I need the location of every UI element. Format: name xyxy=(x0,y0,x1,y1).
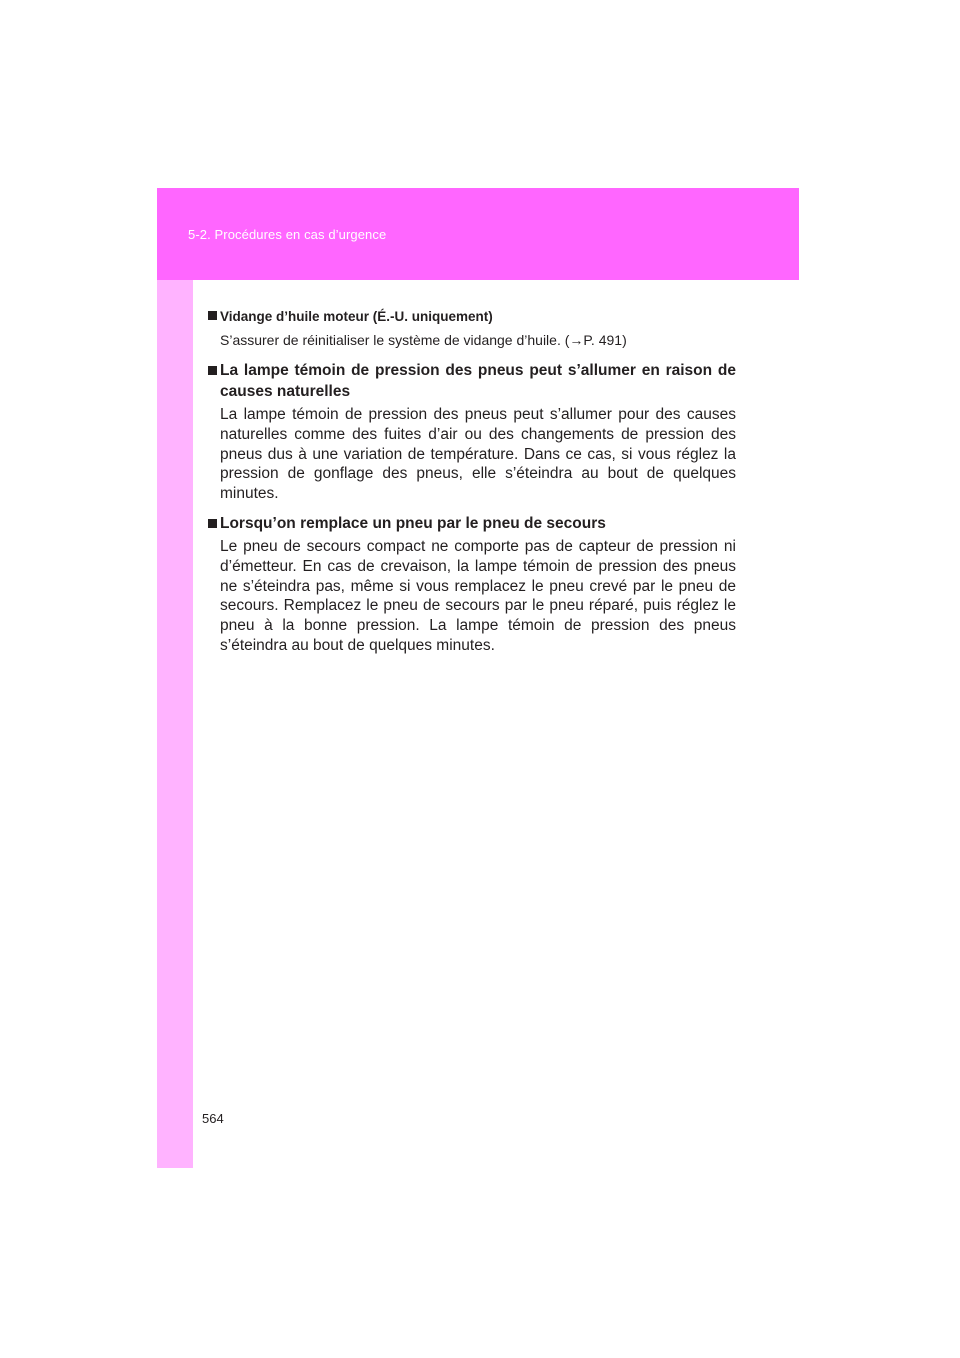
section-title-text: Lorsqu’on remplace un pneu par le pneu de secours xyxy=(220,514,606,532)
section-title xyxy=(208,360,736,402)
section-body: Le pneu de secours compact ne comporte pas de capteur de pression ni d’émetteur. En cas de crevaison, la lampe témoin de pression des pneus ne s’éteindra pas, même si vous remplacez le pneu crevé par le pneu de secours. Remplacez le pneu de secours par le pneu réparé, puis réglez le pneu à la bonne pression. La lampe témoin de pression des pneus s’éteindra au bout de quelques minutes. xyxy=(220,537,736,654)
section-label: 5-2. Procédures en cas d’urgence xyxy=(188,227,387,242)
page-content xyxy=(208,306,736,665)
section-oil-change xyxy=(208,306,736,351)
square-bullet-icon xyxy=(208,519,217,528)
section-spare-tire xyxy=(208,513,736,656)
side-color-strip xyxy=(157,188,193,1168)
section-body: La lampe témoin de pression des pneus peut s’allumer pour des causes naturelles comme des fuites d’air ou des changements de pression des pneus dus à une variation de température. Dans ce cas, si vous réglez la pression de gonflage des pneus, elle s’éteindra au bout de quelques minutes. xyxy=(220,406,736,503)
section-title-text: Vidange d’huile moteur (É.-U. uniquement) xyxy=(220,309,493,324)
section-body: S’assurer de réinitialiser le système de vidange d’huile. (→P. 491) xyxy=(220,332,627,348)
section-tire-pressure-warning xyxy=(208,360,736,504)
section-title xyxy=(208,306,736,327)
page-number: 564 xyxy=(202,1111,224,1126)
section-title xyxy=(208,513,736,534)
section-title-text: La lampe témoin de pression des pneus peut s’allumer en raison de causes naturelles xyxy=(220,362,736,400)
square-bullet-icon xyxy=(208,366,217,375)
square-bullet-icon xyxy=(208,311,217,320)
